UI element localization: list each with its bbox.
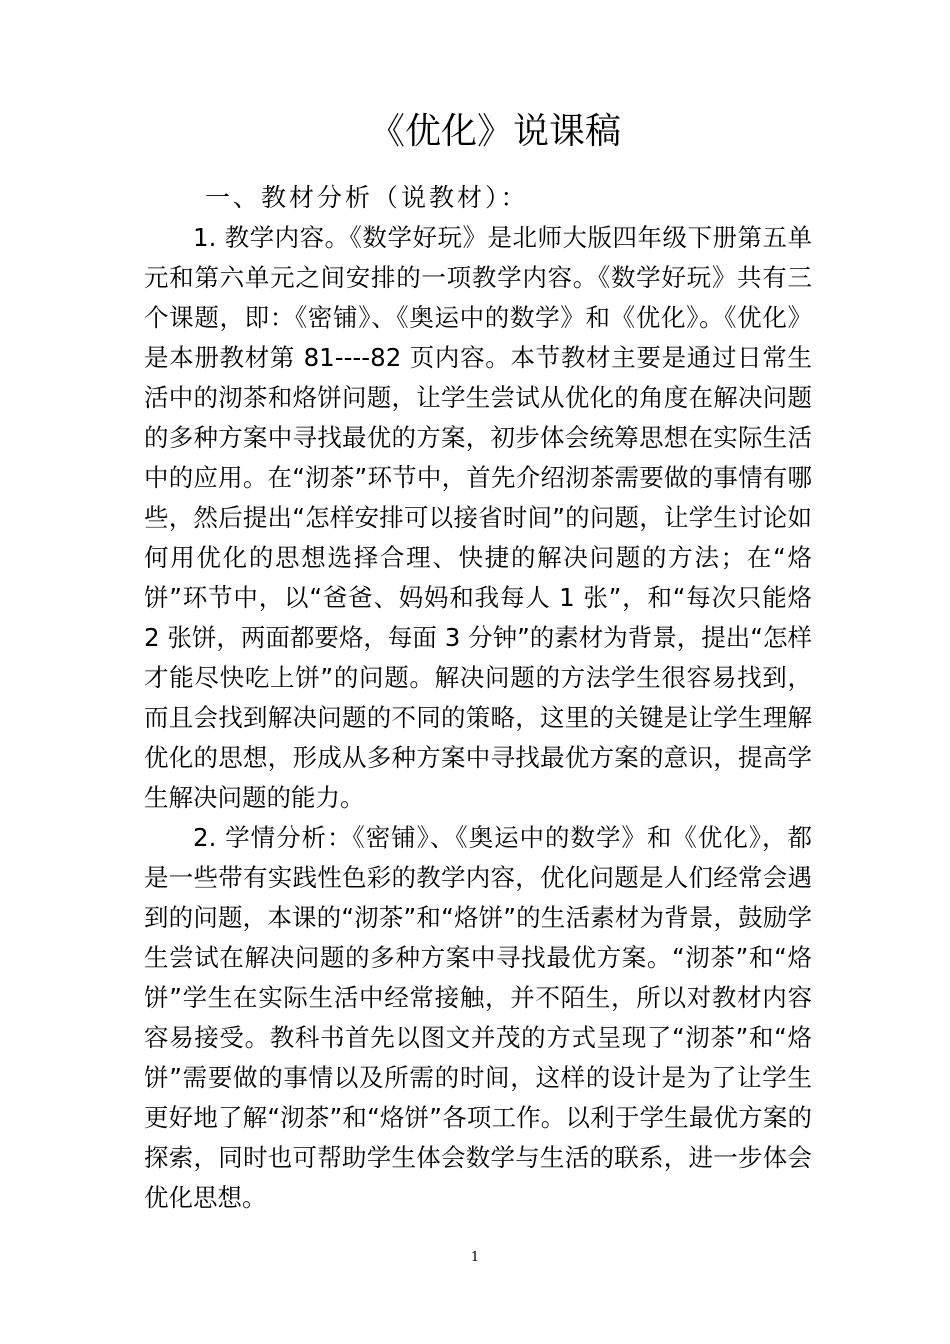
paragraph-learning-analysis: 2. 学情分析：《密铺》、《奥运中的数学》和《优化》，都是一些带有实践性色彩的教学内容，优化问题是人们经常会遇到的问题，本课的“沏茶”和“烙饼”的生活素材为背景，鼓励学生尝试在解决问题的多种方案中寻找最优方案。“沏茶”和“烙饼”学生在实际生活中经常接触，并不陌生，所以对教材内容容易接受。教科书首先以图文并茂的方式呈现了“沏茶”和“烙饼”需要做的事情以及所需的时间，这样的设计是为了让学生更好地了解“沏茶”和“烙饼”各项工作。以利于学生最优方案的探索，同时也可帮助学生体会数学与生活的联系，进一步体会优化思想。	[144, 823, 812, 1212]
page-number: 1	[470, 1250, 480, 1265]
document-body	[144, 218, 812, 1218]
section-heading: 一、教材分析（说教材）：	[205, 183, 529, 212]
paragraph-teaching-content: 1. 教学内容。《数学好玩》是北师大版四年级下册第五单元和第六单元之间安排的一项教学内容。《数学好玩》共有三个课题，即：《密铺》、《奥运中的数学》和《优化》。《优化》是本册教材第 81----82 页内容。本节教材主要是通过日常生活中的沏茶和烙饼问题，让学生尝试从优化的角度在解决问题的多种方案中寻找最优的方案，初步体会统筹思想在实际生活中的应用。在“沏茶”环节中，首先介绍沏茶需要做的事情有哪些，然后提出“怎样安排可以接省时间”的问题，让学生讨论如何用优化的思想选择合理、快捷的解决问题的方法；在“烙饼”环节中，以“爸爸、妈妈和我每人 1 张”，和“每次只能烙 2 张饼，两面都要烙，每面 3 分钟”的素材为背景，提出“怎样才能尽快吃上饼”的问题。解决问题的方法学生很容易找到，而且会找到解决问题的不同的策略，这里的关键是让学生理解优化的思想，形成从多种方案中寻找最优方案的意识，提高学生解决问题的能力。	[144, 223, 812, 812]
document-title: 《优化》说课稿	[368, 111, 621, 152]
